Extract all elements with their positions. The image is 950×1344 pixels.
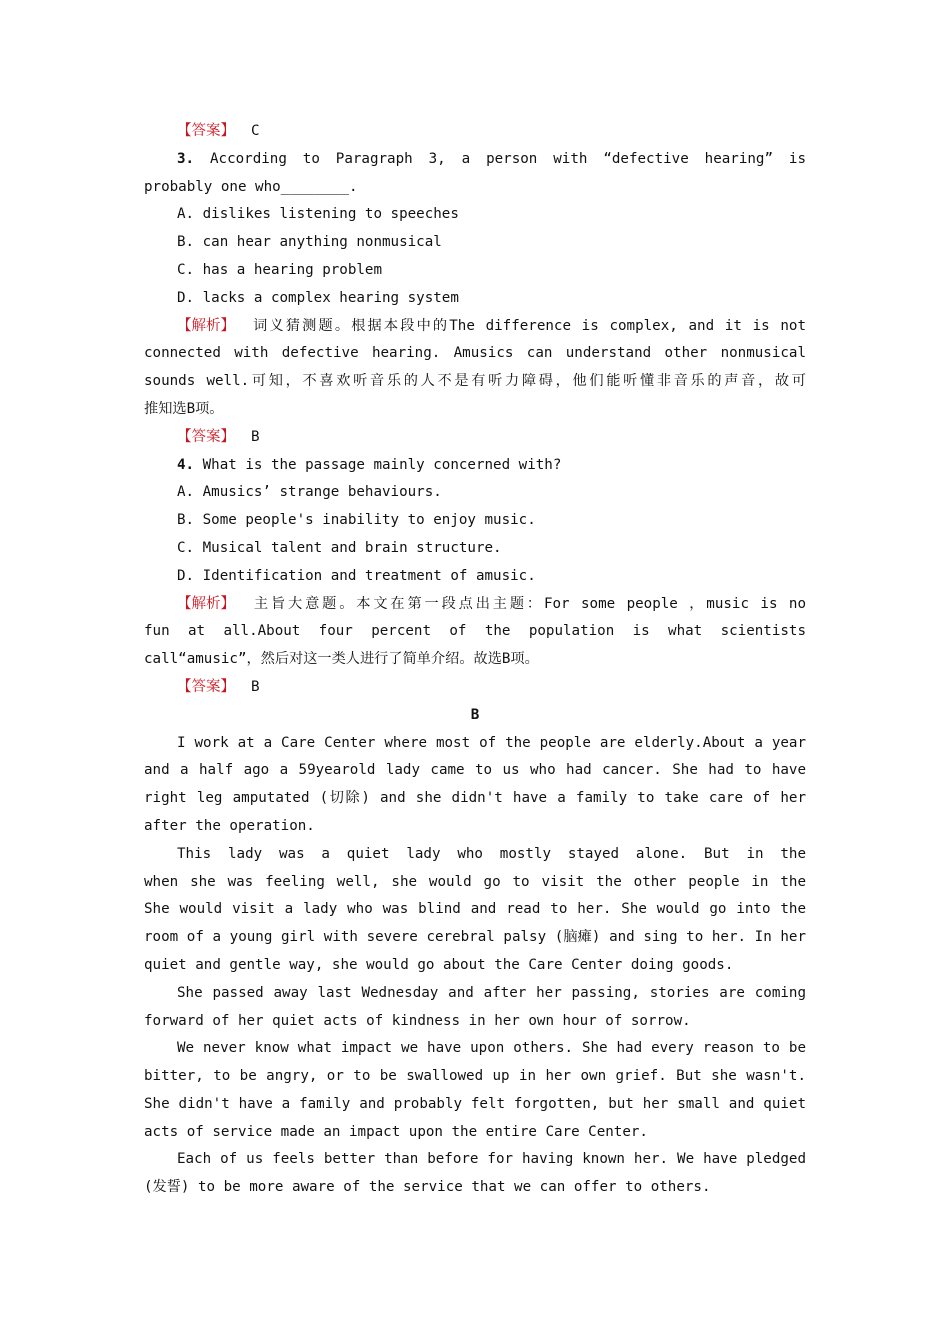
question-stem-line: probably one who________. — [144, 178, 358, 195]
passage-line: bitter, to be angry, or to be swallowed up in her own grief. But she wasn't. — [144, 1068, 806, 1085]
passage-line: right leg amputated (切除) and she didn't have a family to take care of her — [144, 790, 806, 807]
analysis-text: 词义猜测题。根据本段中的The difference is complex, and it is not — [251, 317, 806, 334]
analysis-line — [144, 313, 806, 341]
answer-tag: 【答案】 — [177, 123, 235, 139]
analysis-tag: 【解析】 — [177, 595, 235, 612]
analysis-text: 主旨大意题。本文在第一段点出主题：For some people ，music is no — [251, 595, 806, 612]
section-heading: B — [470, 706, 480, 723]
passage-line: after the operation. — [144, 817, 315, 834]
analysis-line: 推知选B项。 — [144, 400, 224, 417]
question-stem-line: According to Paragraph 3, a person with “defective hearing” is — [210, 150, 806, 167]
answer-value: C — [251, 123, 260, 139]
answer-line — [144, 118, 806, 146]
option-b: B. can hear anything nonmusical — [177, 234, 442, 251]
analysis-line: fun at all.About four percent of the population is what scientists — [144, 623, 806, 640]
passage-line: She passed away last Wednesday and after her passing, stories are coming — [177, 984, 806, 1001]
option-a: A. Amusics’ strange behaviours. — [177, 484, 442, 501]
passage-line: when she was feeling well, she would go to visit the other people in the — [144, 873, 806, 890]
option-a: A. dislikes listening to speeches — [177, 206, 459, 223]
option-c: C. has a hearing problem — [177, 261, 382, 278]
passage-line: quiet and gentle way, she would go about the Care Center doing goods. — [144, 956, 734, 973]
passage-line: We never know what impact we have upon others. She had every reason to be — [177, 1040, 806, 1057]
answer-line — [144, 424, 806, 452]
question-3-stem — [144, 146, 806, 174]
answer-tag: 【答案】 — [177, 678, 235, 695]
answer-value: B — [251, 428, 260, 445]
question-number: 3. — [177, 150, 195, 167]
passage-line: and a half ago a 59yearold lady came to us who had cancer. She had to have — [144, 762, 806, 779]
analysis-line — [144, 591, 806, 619]
question-stem-line: What is the passage mainly concerned with? — [202, 456, 562, 473]
passage-line: room of a young girl with severe cerebral palsy (脑瘫) and sing to her. In her — [144, 929, 806, 946]
passage-line: (发誓) to be more aware of the service that we can offer to others. — [144, 1179, 711, 1196]
passage-line: This lady was a quiet lady who mostly stayed alone. But in the — [177, 845, 806, 862]
analysis-tag: 【解析】 — [177, 317, 235, 334]
document-page — [144, 118, 806, 1202]
answer-line — [144, 674, 806, 702]
passage-line: Each of us feels better than before for having known her. We have pledged — [177, 1151, 806, 1168]
passage-line: I work at a Care Center where most of the people are elderly.About a year — [177, 734, 806, 751]
analysis-line: sounds well.可知，不喜欢听音乐的人不是有听力障碍，他们能听懂非音乐的声音，故可 — [144, 373, 806, 390]
option-c: C. Musical talent and brain structure. — [177, 539, 502, 556]
option-d: D. lacks a complex hearing system — [177, 289, 459, 306]
option-b: B. Some people's inability to enjoy music. — [177, 512, 536, 529]
analysis-line: call“amusic”，然后对这一类人进行了简单介绍。故选B项。 — [144, 651, 539, 668]
answer-value: B — [251, 678, 260, 695]
answer-tag: 【答案】 — [177, 428, 235, 445]
passage-line: She didn't have a family and probably felt forgotten, but her small and quiet — [144, 1095, 806, 1112]
question-number: 4. — [177, 456, 195, 473]
passage-line: forward of her quiet acts of kindness in her own hour of sorrow. — [144, 1012, 691, 1029]
question-4-stem — [144, 452, 806, 480]
passage-line: She would visit a lady who was blind and read to her. She would go into the — [144, 901, 806, 918]
analysis-line: connected with defective hearing. Amusics can understand other nonmusical — [144, 345, 806, 362]
option-d: D. Identification and treatment of amusic. — [177, 567, 536, 584]
passage-line: acts of service made an impact upon the entire Care Center. — [144, 1123, 648, 1140]
